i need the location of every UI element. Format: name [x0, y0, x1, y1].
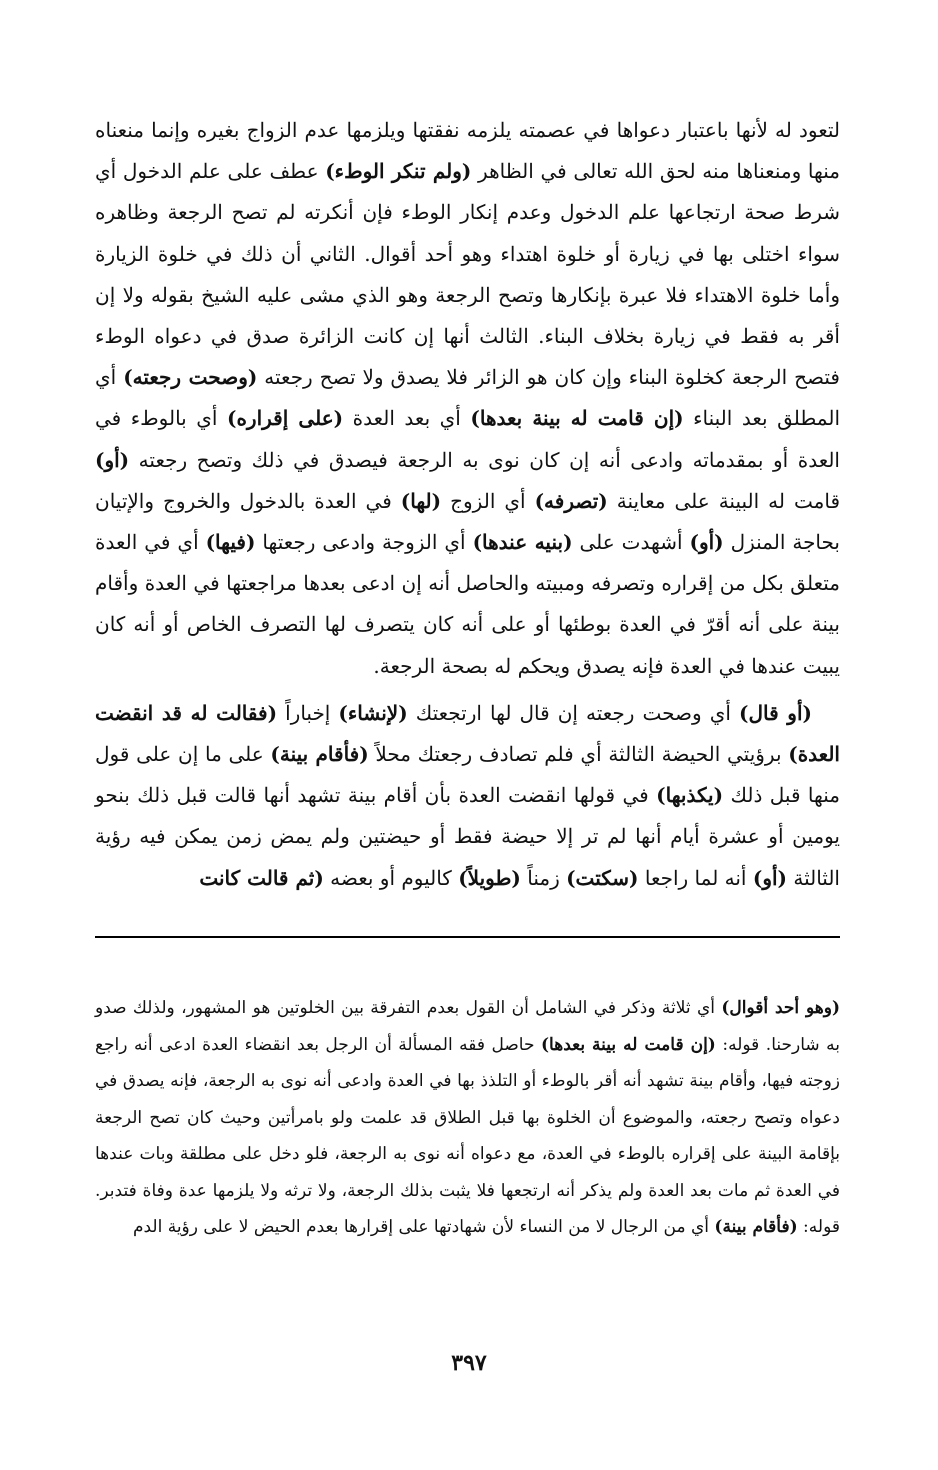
- text-run: أي بالوطء في العدة أو بمقدماته وادعى أنه إن كان نوى به الرجعة فيصدق في ذلك وتصح رجعته: [95, 406, 840, 472]
- matn-quote: (لها): [400, 488, 442, 513]
- text-run: حاصل فقه المسألة أن الرجل بعد انقضاء العدة ادعى أنه راجع زوجته فيها، وأقام بينة تشهد أنه أقر بالوطء أو التلذذ بها في العدة وادعى أنه نوى به الرجعة، فإنه يصدق في دعواه وتصح رجعته، والموضوع أن الخلوة بها قبل الطلاق قد علمت ولو بامرأتين وحيث كان تصح الرجعة بإقامة البينة على إقراره بالوطء في العدة، مع دعواه أنه نوى به الرجعة، فلو دخل على مطلقة وبات عندها في العدة ثم مات بعد العدة ولم يذكر أنه ارتجعها فلا يثبت بذلك الرجعة، ولا ترثه ولا يلزمها عدة وفاة فتدبر. قوله:: [95, 1034, 840, 1237]
- matn-quote: (وصحت رجعته): [123, 365, 258, 390]
- matn-quote: (بنيه عندها): [472, 530, 573, 555]
- text-run: أي ثلاثة وذكر في الشامل أن القول بعدم التفرقة بين الخلوتين هو المشهور، ولذلك صدو به شارحنا. قوله:: [95, 998, 840, 1055]
- footnote-quote: (وهو أحد أقوال): [721, 998, 840, 1018]
- matn-quote: (فأقام بينة): [270, 742, 369, 767]
- footnote-separator: [95, 936, 840, 938]
- text-run: أي المطلق بعد البناء: [95, 365, 840, 431]
- matn-quote: (أو قال): [739, 700, 812, 725]
- text-run: برؤيتي الحيضة الثالثة أي فلم تصادف رجعتك محلاً: [368, 742, 789, 767]
- text-run: أشهدت على: [572, 530, 690, 555]
- footnotes: [95, 990, 840, 1246]
- text-run: أنه لما راجعا: [638, 865, 753, 890]
- main-paragraph: [95, 693, 840, 899]
- footnote-paragraph: [95, 990, 840, 1246]
- text-run: قامت له البينة على معاينة: [607, 488, 840, 513]
- matn-quote: (تصرفه): [534, 488, 608, 513]
- page-number: ٣٩٧: [451, 1350, 487, 1376]
- main-paragraph: [95, 110, 840, 687]
- text-run: عطف على علم الدخول أي شرط صحة ارتجاعها علم الدخول وعدم إنكار الوطء فإن أنكرته لم تصح الرجعة وظاهره سواء اختلى بها في زيارة أو خلوة اهتداء وهو أحد أقوال. الثاني أن ذلك في خلوة الزيارة وأما خلوة الاهتداء فلا عبرة بإنكارها وتصح الرجعة وهو الذي مشى عليه الشيخ بقوله ولا إن أقر به فقط في زيارة بخلاف البناء. الثالث أنها إن كانت الزائرة صدق في دعواه الوطء فتصح الرجعة كخلوة البناء وإن كان هو الزائر فلا يصدق ولا تصح رجعته: [95, 159, 840, 390]
- matn-quote: (يكذبها): [656, 783, 724, 808]
- matn-quote: (أو): [689, 530, 724, 555]
- text-run: كاليوم أو بعضه: [323, 865, 459, 890]
- text-run: زمناً: [520, 865, 567, 890]
- matn-quote: (إن قامت له بينة بعدها): [470, 406, 684, 431]
- matn-quote: (ثم قالت كانت: [199, 865, 324, 890]
- text-run: أي بعد العدة: [343, 406, 471, 431]
- matn-quote: (فيها): [205, 530, 256, 555]
- matn-quote: (طويلاً): [458, 865, 521, 890]
- text-run: لتعود له لأنها باعتبار دعواها في عصمته يلزمه نفقتها ويلزمها عدم الزواج بغيره وإنما منعناه منها ومنعناها منه لحق الله تعالى في الظاهر: [95, 118, 840, 184]
- matn-quote: (ولم تنكر الوطء): [325, 159, 472, 184]
- text-run: أي في العدة متعلق بكل من إقراره وتصرفه ومبيته والحاصل أنه إن ادعى بعدها مراجعتها في العدة وأقام بينة على أنه أقرّ في العدة بوطئها أو على أنه كان يتصرف لها التصرف الخاص أو أنه كان يبيت عندها في العدة فإنه يصدق ويحكم له بصحة الرجعة.: [95, 530, 840, 678]
- text-run: أي الزوجة وادعى رجعتها: [255, 530, 473, 555]
- text-run: على ما إن على قول منها قبل ذلك: [95, 742, 840, 808]
- matn-quote: (أو): [752, 865, 787, 890]
- matn-quote: (لإنشاء): [338, 700, 408, 725]
- text-run: في العدة بالدخول والخروج والإتيان بحاجة المنزل: [95, 488, 841, 555]
- text-run: أي وصحت رجعته إن قال لها ارتجعتك: [407, 700, 739, 725]
- footnote-quote: (إن قامت له بينة بعدها): [541, 1034, 716, 1055]
- text-run: أي الزوج: [441, 488, 535, 513]
- matn-quote: (فقالت له قد انقضت العدة): [95, 700, 840, 767]
- main-text: [95, 110, 840, 899]
- text-run: أي من الرجال لا من النساء لأن شهادتها على إقرارها بعدم الحيض لا على رؤية الدم: [132, 1217, 715, 1237]
- matn-quote: (أو): [95, 447, 130, 472]
- matn-quote: (سكتت): [566, 865, 639, 890]
- text-run: في قولها انقضت العدة بأن أقام بينة تشهد أنها قالت قبل ذلك بنحو يومين أو عشرة أيام أنها لم تر إلا حيضة فقط أو حيضتين ولم يمض زمن يمكن فيه رؤية الثالثة: [95, 783, 840, 890]
- text-run: إخباراً: [277, 700, 339, 725]
- matn-quote: (على إقراره): [226, 406, 344, 431]
- footnote-quote: (فأقام بينة): [714, 1217, 798, 1237]
